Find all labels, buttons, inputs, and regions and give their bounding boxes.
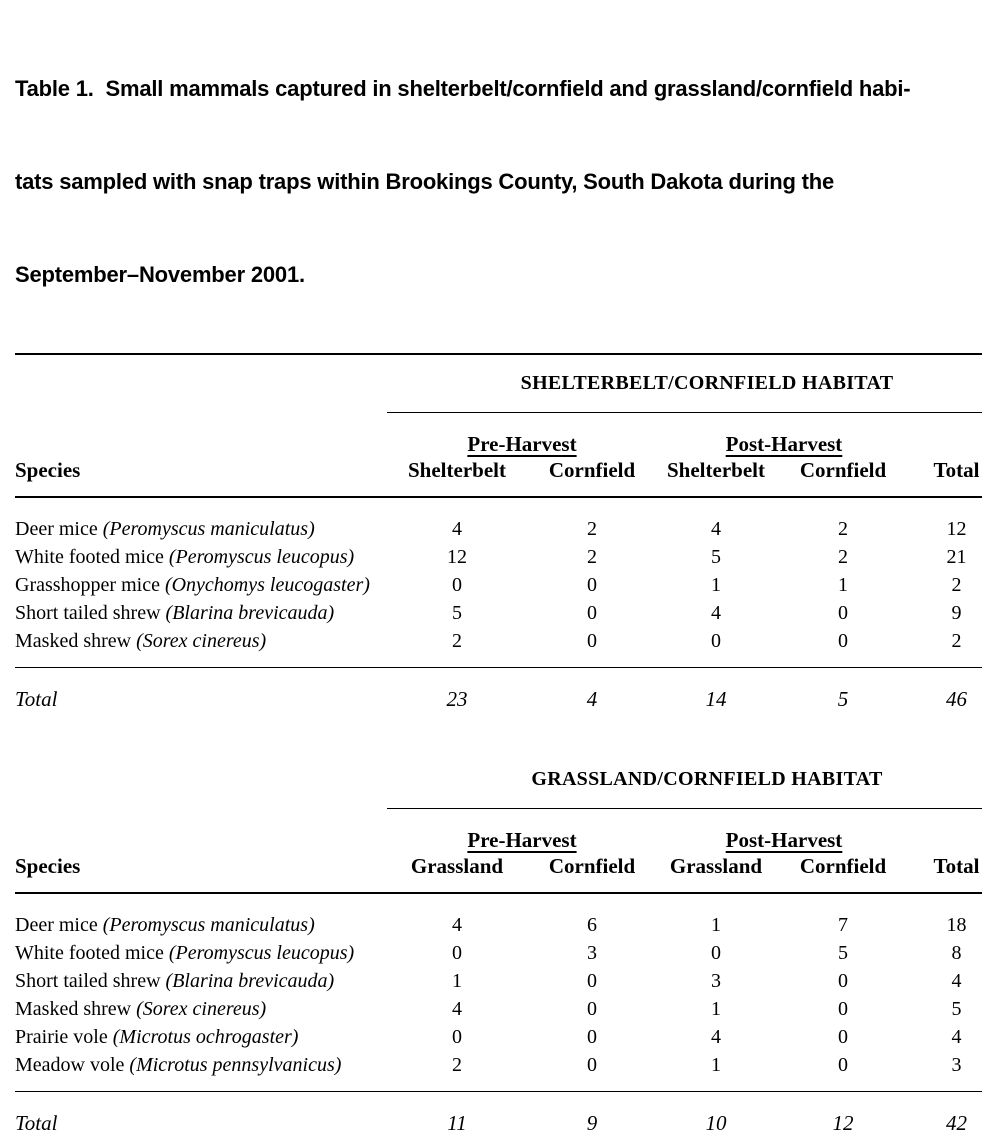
count-cell: 0: [452, 942, 462, 964]
count-cell: 2: [838, 518, 848, 540]
count-cell: 0: [838, 1054, 848, 1076]
species-cell: [15, 911, 387, 939]
table-row: [15, 515, 982, 543]
count-cell: 1: [838, 574, 848, 596]
total-column-header: Total: [933, 458, 980, 482]
count-cell: 0: [452, 574, 462, 596]
species-cell: [15, 543, 387, 571]
table-caption: [15, 0, 982, 352]
body-total-divider-rule: [15, 1091, 982, 1092]
species-cell: [15, 1051, 387, 1079]
species-cell: [15, 967, 387, 995]
habitat-header: SHELTERBELT/CORNFIELD HABITAT: [387, 371, 982, 413]
table-row: [15, 967, 982, 995]
species-cell: [15, 515, 387, 543]
table-body: [15, 911, 982, 1079]
species-common-name: Masked shrew: [15, 998, 132, 1020]
species-cell: [15, 995, 387, 1023]
table-row: [15, 599, 982, 627]
post-grassland-column-header: Grassland: [669, 854, 763, 878]
count-cell: 3: [711, 970, 721, 992]
count-cell: 0: [587, 998, 597, 1020]
caption-line-1: Table 1. Small mammals captured in shelterbelt/cornfield and grassland/cornfield habi-: [15, 76, 911, 101]
species-common-name: Masked shrew: [15, 630, 132, 652]
species-scientific-name: (Peromyscus maniculatus): [102, 518, 315, 540]
total-column-header: Total: [933, 854, 980, 878]
total-count-cell: 11: [447, 1111, 467, 1135]
species-scientific-name: (Peromyscus leucopus): [168, 942, 355, 964]
caption-line-2: tats sampled with snap traps within Brookings County, South Dakota during the: [15, 169, 835, 194]
grand-total-cell: 42: [946, 1111, 967, 1135]
species-cell: [15, 599, 387, 627]
total-count-cell: 12: [832, 1111, 854, 1135]
species-common-name: White footed mice: [15, 942, 164, 964]
species-common-name: Deer mice: [15, 914, 98, 936]
species-cell: [15, 1023, 387, 1051]
count-cell: 4: [711, 602, 721, 624]
count-cell: 2: [587, 546, 597, 568]
species-column-header: Species: [15, 854, 81, 878]
caption-divider-rule: [15, 353, 982, 355]
count-cell: 1: [711, 574, 721, 596]
count-cell: 0: [711, 942, 721, 964]
species-common-name: Short tailed shrew: [15, 602, 161, 624]
post-cornfield-column-header: Cornfield: [799, 458, 887, 482]
count-cell: 12: [447, 546, 467, 568]
harvest-group-header-row: [15, 827, 982, 853]
count-cell: 5: [838, 942, 848, 964]
pre-grassland-column-header: Grassland: [410, 854, 504, 878]
grassland-cornfield-section: [15, 767, 982, 1137]
row-total-cell: 8: [951, 942, 962, 964]
count-cell: 6: [587, 914, 597, 936]
count-cell: 5: [452, 602, 462, 624]
species-scientific-name: (Microtus ochrogaster): [112, 1026, 299, 1048]
count-cell: 1: [711, 914, 721, 936]
table-row: [15, 939, 982, 967]
count-cell: 4: [711, 1026, 721, 1048]
species-scientific-name: (Blarina brevicauda): [165, 970, 335, 992]
grand-total-cell: 46: [946, 687, 967, 711]
total-row: [15, 685, 982, 713]
post-harvest-header: Post-Harvest: [725, 432, 843, 456]
count-cell: 0: [587, 630, 597, 652]
count-cell: 0: [838, 1026, 848, 1048]
count-cell: 0: [587, 574, 597, 596]
species-common-name: Prairie vole: [15, 1026, 108, 1048]
species-common-name: Deer mice: [15, 518, 98, 540]
count-cell: 1: [452, 970, 462, 992]
shelterbelt-cornfield-section: [15, 371, 982, 713]
total-count-cell: 23: [446, 687, 468, 711]
pre-cornfield-column-header: Cornfield: [548, 458, 636, 482]
count-cell: 2: [452, 1054, 462, 1076]
body-total-divider-rule: [15, 667, 982, 668]
count-cell: 7: [838, 914, 848, 936]
table-row: [15, 1051, 982, 1079]
habitat-header: GRASSLAND/CORNFIELD HABITAT: [387, 767, 982, 809]
table-row: [15, 1023, 982, 1051]
species-scientific-name: (Blarina brevicauda): [165, 602, 335, 624]
pre-harvest-header: Pre-Harvest: [467, 828, 577, 852]
row-total-cell: 2: [951, 630, 962, 652]
row-total-cell: 18: [946, 914, 967, 936]
table-row: [15, 543, 982, 571]
row-total-cell: 21: [946, 546, 967, 568]
row-total-cell: 3: [951, 1054, 962, 1076]
count-cell: 4: [452, 518, 462, 540]
count-cell: 5: [711, 546, 721, 568]
pre-shelterbelt-column-header: Shelterbelt: [408, 458, 506, 482]
count-cell: 0: [587, 1054, 597, 1076]
post-shelterbelt-column-header: Shelterbelt: [667, 458, 765, 482]
harvest-group-header-row: [15, 431, 982, 457]
count-cell: 1: [711, 998, 721, 1020]
total-label: Total: [15, 1111, 58, 1135]
habitat-header-row: [15, 767, 982, 809]
total-count-cell: 5: [837, 687, 849, 711]
table-row: [15, 911, 982, 939]
count-cell: 0: [838, 630, 848, 652]
count-cell: 1: [711, 1054, 721, 1076]
count-cell: 4: [452, 998, 462, 1020]
header-body-divider-rule: [15, 892, 982, 894]
table-row: [15, 571, 982, 599]
count-cell: 0: [711, 630, 721, 652]
species-column-header: Species: [15, 458, 81, 482]
species-scientific-name: (Sorex cinereus): [136, 630, 267, 652]
count-cell: 2: [587, 518, 597, 540]
row-total-cell: 4: [951, 970, 962, 992]
count-cell: 2: [452, 630, 462, 652]
species-cell: [15, 939, 387, 967]
table-row: [15, 995, 982, 1023]
count-cell: 0: [452, 1026, 462, 1048]
species-common-name: White footed mice: [15, 546, 164, 568]
table-body: [15, 515, 982, 655]
habitat-header-row: [15, 371, 982, 413]
row-total-cell: 4: [951, 1026, 962, 1048]
total-count-cell: 9: [586, 1111, 598, 1135]
species-scientific-name: (Peromyscus leucopus): [168, 546, 355, 568]
count-cell: 2: [838, 546, 848, 568]
caption-line-3: September–November 2001.: [15, 262, 305, 287]
post-cornfield-column-header: Cornfield: [799, 854, 887, 878]
total-label: Total: [15, 687, 58, 711]
count-cell: 0: [587, 602, 597, 624]
row-total-cell: 12: [946, 518, 967, 540]
total-count-cell: 10: [705, 1111, 727, 1135]
post-harvest-header: Post-Harvest: [725, 828, 843, 852]
pre-harvest-header: Pre-Harvest: [467, 432, 577, 456]
header-body-divider-rule: [15, 496, 982, 498]
count-cell: 0: [587, 970, 597, 992]
count-cell: 0: [838, 602, 848, 624]
column-header-row: [15, 457, 982, 483]
species-scientific-name: (Sorex cinereus): [136, 998, 267, 1020]
table-row: [15, 627, 982, 655]
species-scientific-name: (Microtus pennsylvanicus): [129, 1054, 342, 1076]
column-header-row: [15, 853, 982, 879]
row-total-cell: 5: [951, 998, 962, 1020]
species-cell: [15, 571, 387, 599]
species-common-name: Grasshopper mice: [15, 574, 160, 596]
count-cell: 3: [587, 942, 597, 964]
species-common-name: Meadow vole: [15, 1054, 125, 1076]
row-total-cell: 9: [951, 602, 962, 624]
pre-cornfield-column-header: Cornfield: [548, 854, 636, 878]
species-cell: [15, 627, 387, 655]
row-total-cell: 2: [951, 574, 962, 596]
total-count-cell: 14: [705, 687, 727, 711]
count-cell: 4: [452, 914, 462, 936]
species-scientific-name: (Onychomys leucogaster): [164, 574, 370, 596]
total-row: [15, 1109, 982, 1137]
count-cell: 0: [838, 970, 848, 992]
species-common-name: Short tailed shrew: [15, 970, 161, 992]
count-cell: 0: [587, 1026, 597, 1048]
count-cell: 4: [711, 518, 721, 540]
species-scientific-name: (Peromyscus maniculatus): [102, 914, 315, 936]
total-count-cell: 4: [586, 687, 598, 711]
count-cell: 0: [838, 998, 848, 1020]
